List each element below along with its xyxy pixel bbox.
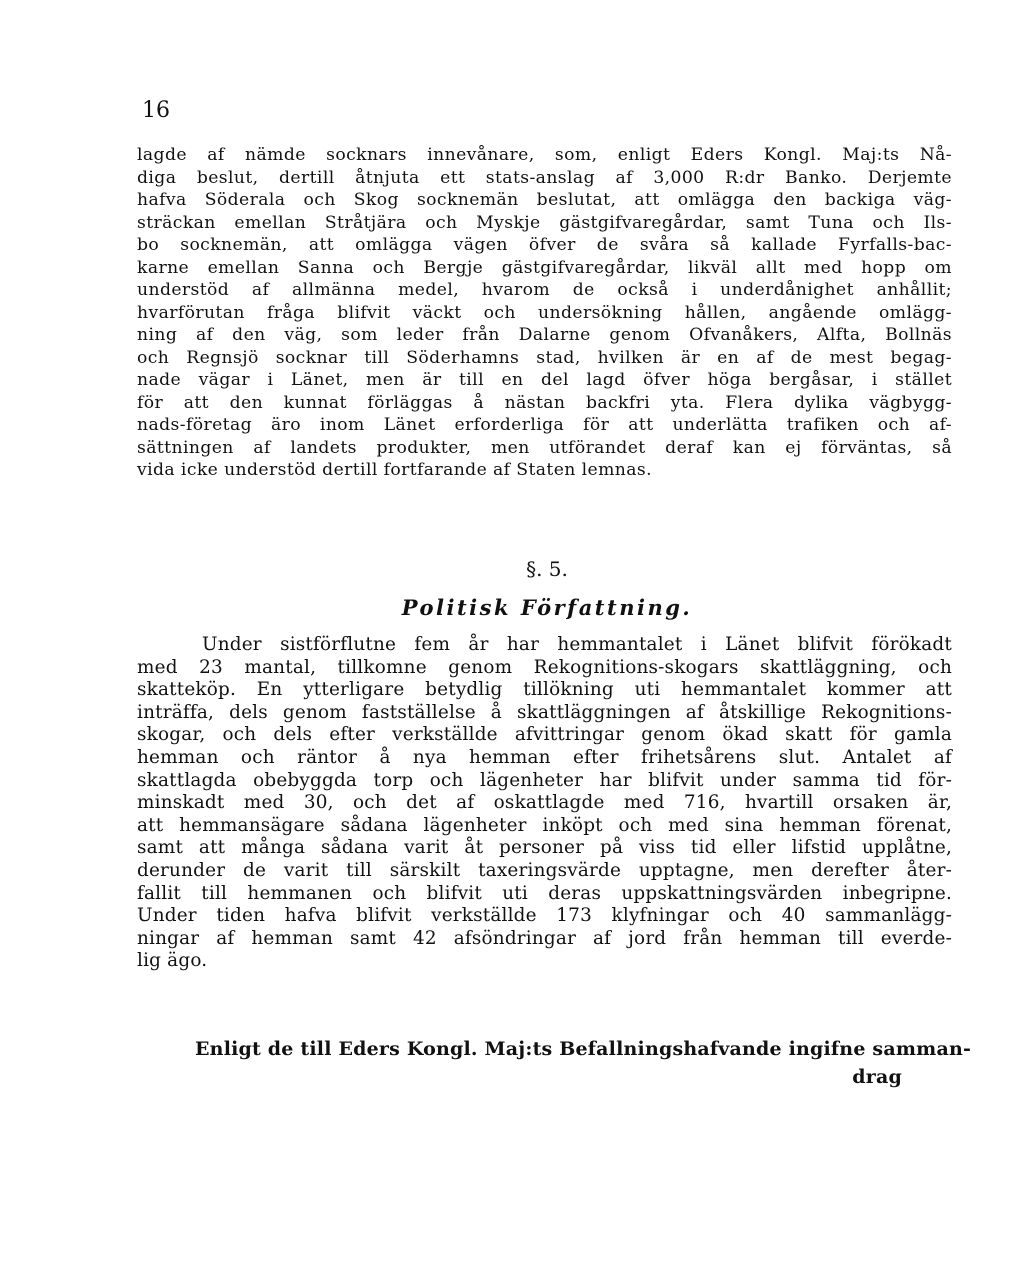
text-line: Enligt de till Eders Kongl. Maj:ts Befallningshafvande ingifne samman- [195, 1038, 972, 1060]
paragraph-roads [137, 144, 952, 482]
text-line: nade vägar i Länet, men är till en del lagd öfver höga bergåsar, i stället [137, 370, 952, 390]
text-line: inträffa, dels genom fastställelse å skattläggningen af åtskillige Rekognitions- [137, 701, 952, 723]
text-line: drag [852, 1066, 902, 1088]
text-line: vida icke understöd dertill fortfarande af Staten lemnas. [137, 460, 653, 480]
text-line: att hemmansägare sådana lägenheter inköpt och med sina hemman förenat, [137, 814, 952, 836]
text-line: med 23 mantal, tillkomne genom Rekognitions-skogars skattläggning, och [137, 656, 952, 678]
text-line: nads-företag äro inom Länet erforderliga för att underlätta trafiken och af- [137, 415, 952, 435]
text-line: ningar af hemman samt 42 afsöndringar af jord från hemman till everde- [137, 927, 952, 949]
page-number: 16 [142, 98, 170, 123]
text-line: samt att många sådana varit åt personer på viss tid eller lifstid upplåtne, [137, 837, 952, 859]
text-line: sättningen af landets produkter, men utförandet deraf kan ej förväntas, så [137, 437, 952, 458]
text-line: skattlagda obebyggda torp och lägenheter har blifvit under samma tid för- [137, 769, 952, 791]
text-line: och Regnsjö socknar till Söderhamns stad, hvilken är en af de mest begag- [137, 347, 952, 368]
text-line: lig ägo. [137, 950, 208, 972]
text-line: sträckan emellan Stråtjära och Myskje gästgifvaregårdar, samt Tuna och Ils- [137, 212, 952, 233]
text-line: karne emellan Sanna och Bergje gästgifvaregårdar, likväl allt med hopp om [137, 257, 952, 278]
paragraph-summary-intro [137, 1035, 972, 1091]
text-line: skatteköp. En ytterligare betydlig tillökning uti hemmantalet kommer att [137, 679, 952, 701]
text-line: lagde af nämde socknars innevånare, som, enligt Eders Kongl. Maj:ts Nå- [137, 145, 952, 165]
text-line: derunder de varit till särskilt taxeringsvärde upptagne, men derefter åter- [137, 859, 952, 881]
text-line: Under tiden hafva blifvit verkställde 173 klyfningar och 40 sammanlägg- [137, 905, 952, 927]
text-line: ning af den väg, som leder från Dalarne genom Ofvanåkers, Alfta, Bollnäs [137, 325, 952, 345]
section-number: §. 5. [526, 557, 568, 581]
text-line: hafva Söderala och Skog socknemän beslutat, att omlägga den backiga väg- [137, 190, 952, 210]
text-line: hemman och räntor å nya hemman efter frihetsårens slut. Antalet af [137, 746, 952, 768]
text-line: understöd af allmänna medel, hvarom de också i underdånighet anhållit; [137, 280, 952, 300]
text-line: Under sistförflutne fem år har hemmantalet i Länet blifvit förökadt [202, 634, 952, 655]
text-line: för att den kunnat förläggas å nästan backfri yta. Flera dylika vägbygg- [137, 392, 952, 413]
text-line: skogar, och dels efter verkställde afvittringar genom ökad skatt för gamla [137, 724, 952, 746]
section-heading: Politisk Författning. [401, 595, 693, 620]
paragraph-homesteads [137, 634, 952, 973]
text-line: hvarförutan fråga blifvit väckt och undersökning hållen, angående omlägg- [137, 302, 952, 323]
text-line: diga beslut, dertill åtnjuta ett stats-anslag af 3,000 R:dr Banko. Derjemte [137, 167, 952, 188]
text-line: fallit till hemmanen och blifvit uti deras uppskattningsvärden inbegripne. [137, 882, 952, 904]
text-line: minskadt med 30, och det af oskattlagde med 716, hvartill orsaken är, [137, 792, 952, 814]
text-line: bo socknemän, att omlägga vägen öfver de svåra så kallade Fyrfalls-bac- [137, 235, 952, 255]
